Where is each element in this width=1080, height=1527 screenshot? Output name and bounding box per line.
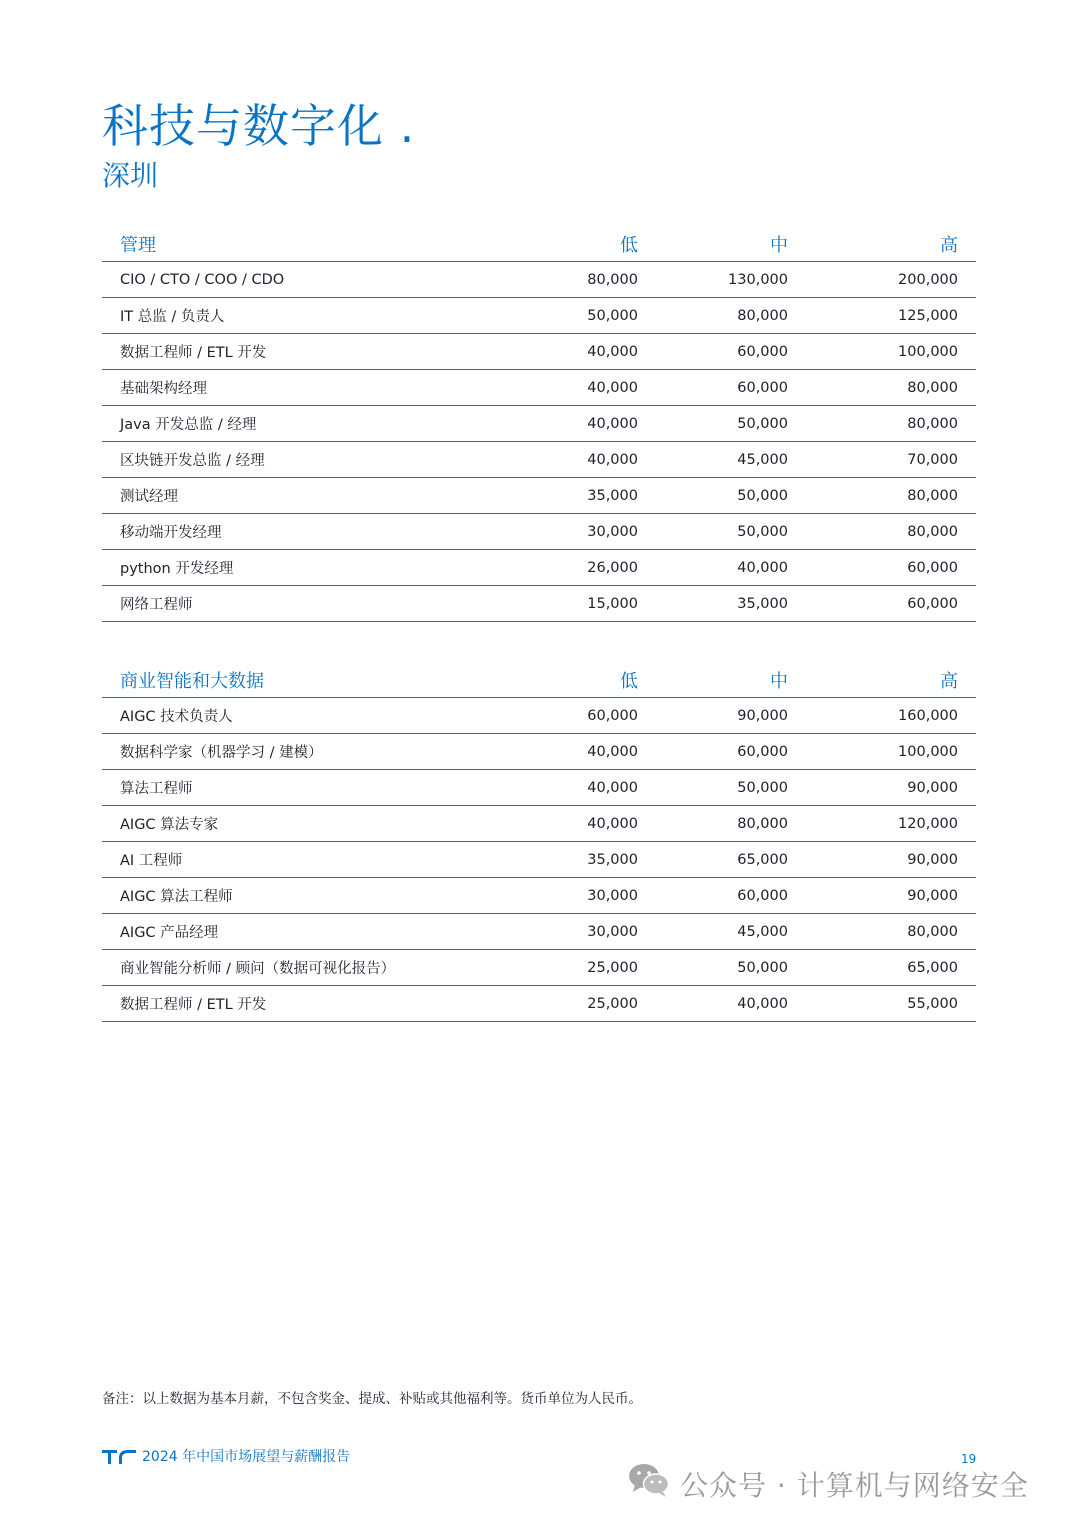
salary-low-cell: 35,000	[522, 478, 656, 514]
salary-mid-cell: 130,000	[656, 262, 806, 298]
table-row	[102, 914, 976, 950]
salary-mid-cell: 50,000	[656, 514, 806, 550]
salary-high-cell: 90,000	[806, 842, 976, 878]
salary-high-cell: 200,000	[806, 262, 976, 298]
column-header-mid: 中	[656, 663, 806, 698]
salary-low-cell: 40,000	[522, 406, 656, 442]
salary-mid-cell: 65,000	[656, 842, 806, 878]
role-cell: IT 总监 / 负责人	[102, 298, 522, 334]
salary-low-cell: 40,000	[522, 334, 656, 370]
section-header-bi-bigdata: 商业智能和大数据	[102, 663, 522, 698]
table-row	[102, 298, 976, 334]
salary-low-cell: 30,000	[522, 914, 656, 950]
salary-mid-cell: 45,000	[656, 914, 806, 950]
table-row	[102, 334, 976, 370]
role-cell: AI 工程师	[102, 842, 522, 878]
salary-low-cell: 35,000	[522, 842, 656, 878]
salary-mid-cell: 50,000	[656, 478, 806, 514]
salary-low-cell: 30,000	[522, 514, 656, 550]
salary-high-cell: 60,000	[806, 586, 976, 622]
section-header-management: 管理	[102, 227, 522, 262]
role-cell: 网络工程师	[102, 586, 522, 622]
salary-low-cell: 80,000	[522, 262, 656, 298]
salary-high-cell: 80,000	[806, 514, 976, 550]
role-cell: Java 开发总监 / 经理	[102, 406, 522, 442]
table-row	[102, 478, 976, 514]
table-row	[102, 770, 976, 806]
role-cell: 数据科学家（机器学习 / 建模）	[102, 734, 522, 770]
footnote: 备注：以上数据为基本月薪，不包含奖金、提成、补贴或其他福利等。货币单位为人民币。	[102, 1391, 642, 1407]
salary-high-cell: 80,000	[806, 370, 976, 406]
table-row	[102, 586, 976, 622]
salary-mid-cell: 60,000	[656, 370, 806, 406]
salary-mid-cell: 50,000	[656, 950, 806, 986]
salary-high-cell: 60,000	[806, 550, 976, 586]
salary-mid-cell: 90,000	[656, 698, 806, 734]
salary-high-cell: 100,000	[806, 334, 976, 370]
wechat-icon	[628, 1462, 670, 1505]
salary-high-cell: 160,000	[806, 698, 976, 734]
role-cell: AIGC 产品经理	[102, 914, 522, 950]
table-row	[102, 698, 976, 734]
column-header-mid: 中	[656, 227, 806, 262]
salary-mid-cell: 40,000	[656, 550, 806, 586]
salary-high-cell: 70,000	[806, 442, 976, 478]
salary-high-cell: 125,000	[806, 298, 976, 334]
salary-low-cell: 40,000	[522, 442, 656, 478]
salary-low-cell: 30,000	[522, 878, 656, 914]
salary-low-cell: 25,000	[522, 986, 656, 1022]
table-header-row	[102, 227, 976, 262]
salary-low-cell: 15,000	[522, 586, 656, 622]
watermark-text: 公众号 · 计算机与网络安全	[680, 1468, 1029, 1502]
role-cell: AIGC 算法工程师	[102, 878, 522, 914]
page-subtitle: 深圳	[102, 159, 159, 192]
role-cell: 移动端开发经理	[102, 514, 522, 550]
salary-high-cell: 65,000	[806, 950, 976, 986]
table-header-row	[102, 663, 976, 698]
salary-high-cell: 120,000	[806, 806, 976, 842]
table-row	[102, 370, 976, 406]
bi-bigdata-salary-table	[102, 663, 976, 1022]
brand-logo-icon	[102, 1449, 136, 1469]
page-number: 19	[961, 1452, 977, 1466]
salary-high-cell: 80,000	[806, 478, 976, 514]
salary-mid-cell: 45,000	[656, 442, 806, 478]
table-row	[102, 442, 976, 478]
salary-high-cell: 55,000	[806, 986, 976, 1022]
role-cell: 商业智能分析师 / 顾问（数据可视化报告）	[102, 950, 522, 986]
salary-low-cell: 40,000	[522, 734, 656, 770]
salary-low-cell: 60,000	[522, 698, 656, 734]
page-title: 科技与数字化 .	[102, 99, 416, 153]
salary-low-cell: 50,000	[522, 298, 656, 334]
salary-low-cell: 26,000	[522, 550, 656, 586]
salary-mid-cell: 80,000	[656, 806, 806, 842]
salary-mid-cell: 35,000	[656, 586, 806, 622]
salary-high-cell: 80,000	[806, 406, 976, 442]
salary-mid-cell: 50,000	[656, 406, 806, 442]
role-cell: 数据工程师 / ETL 开发	[102, 334, 522, 370]
report-title: 2024 年中国市场展望与薪酬报告	[142, 1449, 351, 1465]
column-header-high: 高	[806, 663, 976, 698]
salary-mid-cell: 80,000	[656, 298, 806, 334]
role-cell: 基础架构经理	[102, 370, 522, 406]
salary-mid-cell: 60,000	[656, 734, 806, 770]
salary-high-cell: 90,000	[806, 770, 976, 806]
table-row	[102, 806, 976, 842]
salary-high-cell: 100,000	[806, 734, 976, 770]
salary-mid-cell: 60,000	[656, 334, 806, 370]
salary-high-cell: 90,000	[806, 878, 976, 914]
table-row	[102, 406, 976, 442]
table-row	[102, 950, 976, 986]
role-cell: 算法工程师	[102, 770, 522, 806]
salary-mid-cell: 60,000	[656, 878, 806, 914]
role-cell: python 开发经理	[102, 550, 522, 586]
column-header-low: 低	[522, 227, 656, 262]
salary-high-cell: 80,000	[806, 914, 976, 950]
salary-low-cell: 25,000	[522, 950, 656, 986]
salary-mid-cell: 40,000	[656, 986, 806, 1022]
salary-low-cell: 40,000	[522, 770, 656, 806]
role-cell: 测试经理	[102, 478, 522, 514]
salary-mid-cell: 50,000	[656, 770, 806, 806]
role-cell: 区块链开发总监 / 经理	[102, 442, 522, 478]
table-row	[102, 514, 976, 550]
role-cell: 数据工程师 / ETL 开发	[102, 986, 522, 1022]
role-cell: AIGC 算法专家	[102, 806, 522, 842]
salary-low-cell: 40,000	[522, 806, 656, 842]
table-row	[102, 262, 976, 298]
table-row	[102, 878, 976, 914]
role-cell: AIGC 技术负责人	[102, 698, 522, 734]
column-header-low: 低	[522, 663, 656, 698]
table-row	[102, 734, 976, 770]
role-cell: CIO / CTO / COO / CDO	[102, 262, 522, 298]
table-row	[102, 550, 976, 586]
watermark	[628, 1462, 1029, 1505]
table-row	[102, 842, 976, 878]
management-salary-table	[102, 227, 976, 622]
column-header-high: 高	[806, 227, 976, 262]
salary-low-cell: 40,000	[522, 370, 656, 406]
table-row	[102, 986, 976, 1022]
